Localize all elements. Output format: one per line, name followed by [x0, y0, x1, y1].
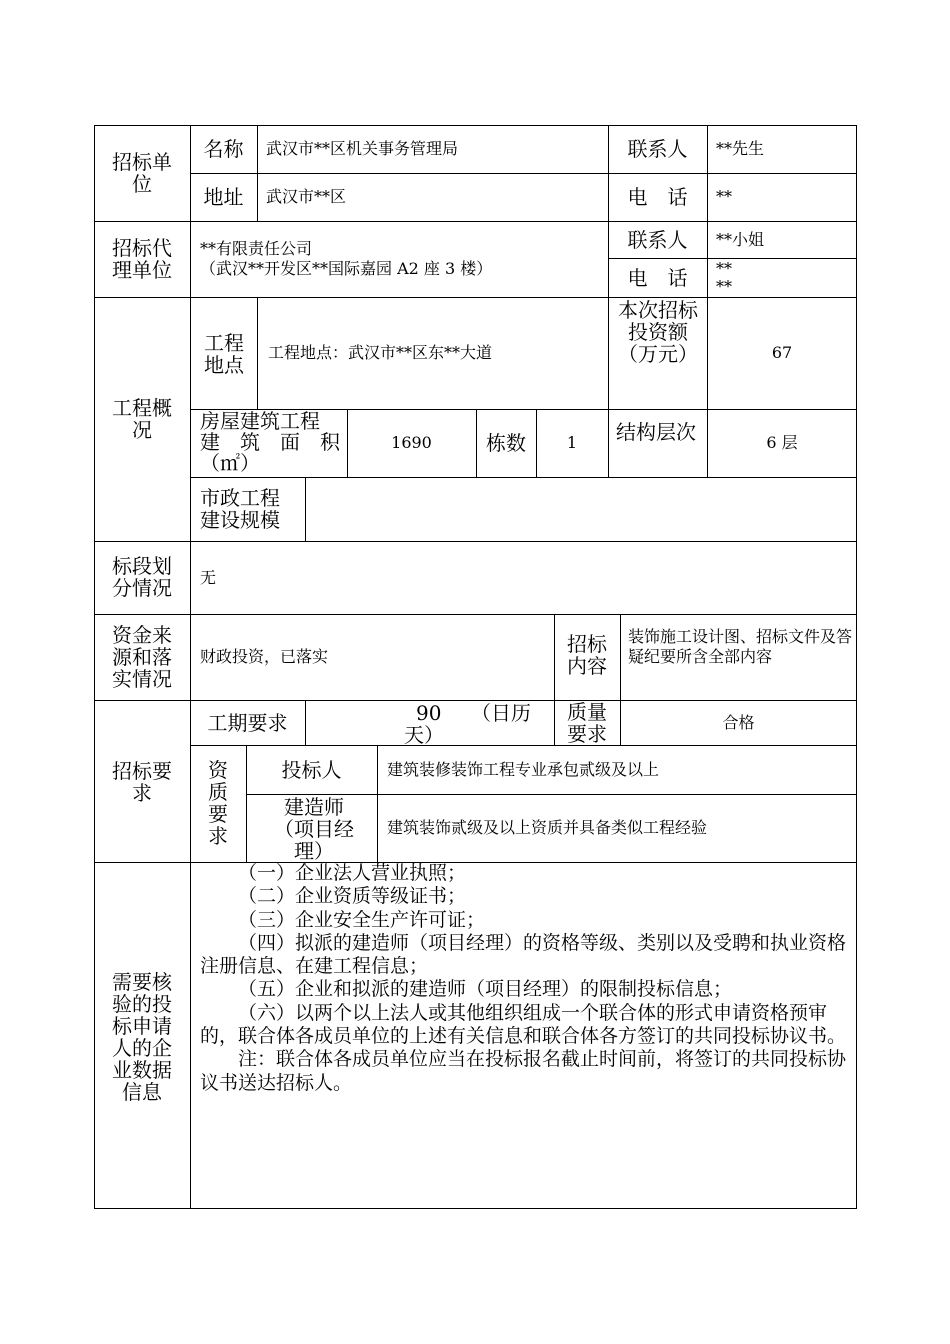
bidder-address-value: 武汉市**区 [266, 187, 347, 206]
agency-name [200, 239, 600, 279]
bidder-name-label: 名称 [203, 137, 244, 161]
qual-constructor-value: 建筑装饰贰级及以上资质并具备类似工程经验 [387, 818, 708, 837]
tender-content-label: 招标内容 [567, 632, 607, 678]
project-section-label: 工程概况 [112, 396, 172, 442]
verify-label: 需要核验的投标申请人的企业数据信息 [112, 970, 172, 1104]
floors-label: 结构层次 [616, 420, 696, 444]
project-investment-label: 本次招标投资额（万元） [618, 298, 698, 366]
col-divider [190, 125, 191, 1209]
agency-phone-value: ** ** [716, 259, 732, 296]
tender-content-value: 装饰施工设计图、招标文件及答疑纪要所含全部内容 [628, 627, 853, 666]
agency-contact-value: **小姐 [716, 229, 765, 249]
municipal-label: 市政工程建设规模 [200, 486, 280, 532]
col-divider [620, 614, 621, 700]
verify-item: （二）企业资质等级证书； [238, 885, 467, 908]
quality-label: 质量要求 [567, 699, 607, 746]
qual-bidder-value: 建筑装修装饰工程专业承包贰级及以上 [387, 759, 660, 779]
bidder-contact-label: 联系人 [627, 137, 688, 161]
col-divider [377, 745, 378, 862]
bidder-contact-value: **先生 [716, 139, 765, 158]
col-divider [305, 477, 306, 541]
funding-value: 财政投资，已落实 [200, 647, 329, 666]
floors-value: 6 层 [766, 433, 798, 452]
section-label: 标段划分情况 [112, 554, 172, 600]
verify-item: （三）企业安全生产许可证； [238, 908, 486, 931]
agency-contact-label: 联系人 [627, 227, 688, 252]
period-label: 工期要求 [207, 710, 288, 735]
verify-items [200, 862, 847, 1095]
agency-section-label: 招标代理单位 [112, 236, 172, 282]
col-divider [707, 125, 708, 221]
building-area-value: 1690 [391, 433, 432, 452]
project-location-value: 工程地点：武汉市**区东**大道 [268, 343, 493, 362]
bidder-address-label: 地址 [203, 185, 244, 209]
verify-item: （四）拟派的建造师（项目经理）的资格等级、类别以及受聘和执业资格注册信息、在建工程信息； [200, 931, 847, 978]
col-divider [554, 614, 555, 700]
verify-item: （六）以两个以上法人或其他组织组成一个联合体的形式申请资格预审的，联合体各成员单位的上述有关信息和联合体各方签订的共同投标协议书。 [200, 1001, 847, 1048]
bidder-name-value: 武汉市**区机关事务管理局 [266, 139, 459, 158]
col-divider [257, 125, 258, 221]
verify-item: （五）企业和拟派的建造师（项目经理）的限制投标信息； [238, 978, 733, 1001]
col-divider [257, 297, 258, 409]
agency-phone-label: 电 话 [627, 265, 688, 290]
buildings-value: 1 [566, 433, 578, 452]
bidder-section-label: 招标单位 [112, 150, 172, 196]
project-location-label: 工程地点 [204, 331, 244, 377]
bidder-phone-label: 电 话 [627, 185, 688, 209]
period-unit: （日历天） [404, 701, 531, 747]
verify-item: （一）企业法人营业执照； [238, 862, 467, 884]
col-divider [554, 700, 555, 745]
col-divider [305, 700, 306, 745]
qual-constructor-label: 建造师 （项目经理） [274, 795, 354, 863]
qualification-label: 资质要求 [208, 758, 228, 848]
municipal-value [314, 477, 852, 541]
col-divider [707, 221, 708, 297]
section-value: 无 [200, 567, 217, 587]
funding-label: 资金来源和落实情况 [112, 623, 172, 691]
project-investment-value: 67 [771, 343, 793, 362]
col-divider [476, 409, 477, 477]
quality-value: 合格 [722, 712, 755, 732]
agency-address-line: （武汉**开发区**国际嘉园 A2 座 3 楼） [200, 259, 493, 278]
bidder-phone-value: ** [716, 187, 732, 206]
agency-name-line1: **有限责任公司 [200, 239, 313, 258]
period-num: 90 [416, 701, 442, 725]
qual-bidder-label: 投标人 [281, 757, 342, 782]
building-area-label: 房屋建筑工程 建筑面积 （㎡） [200, 409, 340, 475]
requirements-section-label: 招标要求 [112, 759, 172, 805]
verify-note: 注：联合体各成员单位应当在投标报名截止时间前，将签订的共同投标协议书送达招标人。 [200, 1048, 847, 1094]
buildings-label: 栋数 [486, 431, 526, 455]
col-divider [608, 297, 609, 477]
